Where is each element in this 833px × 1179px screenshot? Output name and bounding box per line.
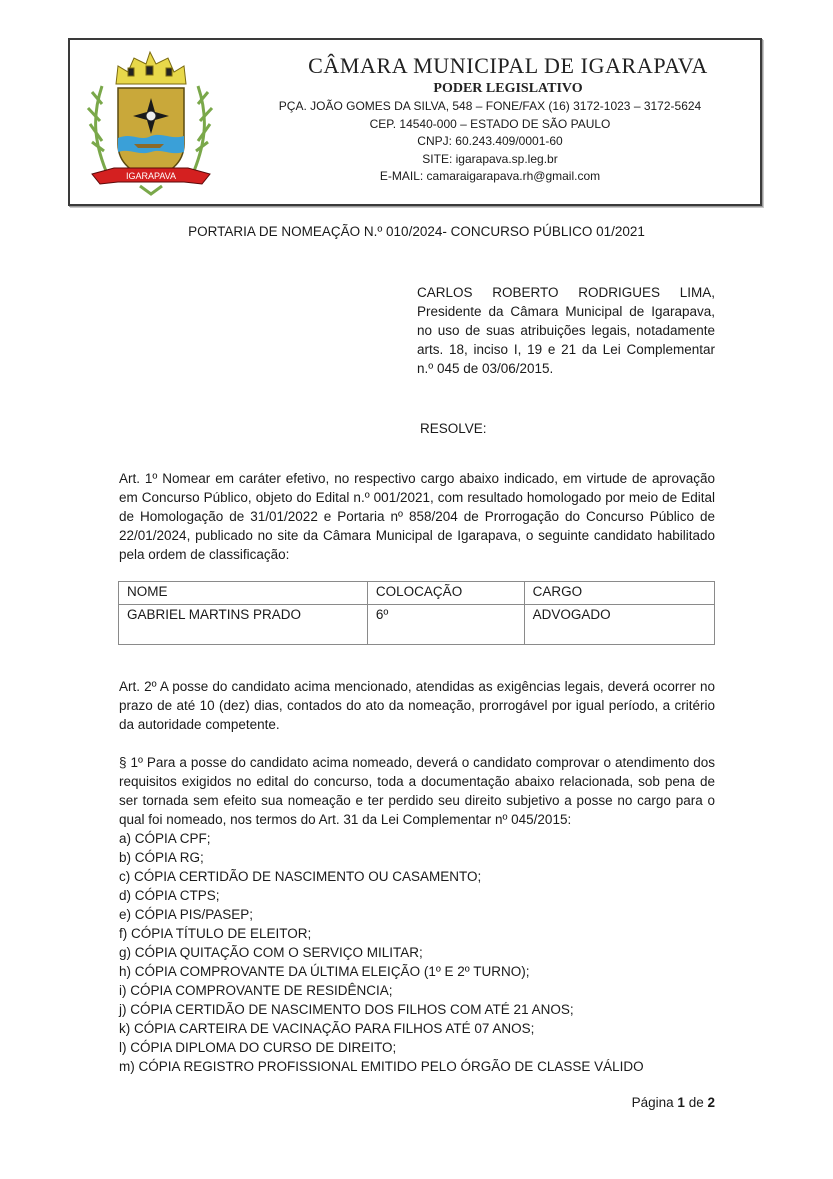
page-label: Página	[631, 1095, 674, 1110]
svg-text:IGARAPAVA: IGARAPAVA	[125, 171, 177, 181]
required-documents-list	[119, 829, 644, 1076]
coat-of-arms-icon	[84, 46, 216, 196]
cnpj-line: CNPJ: 60.243.409/0001-60	[417, 134, 563, 148]
page-number	[632, 1095, 715, 1110]
resolve-heading: RESOLVE:	[420, 421, 487, 436]
institution-subtitle: PODER LEGISLATIVO	[433, 81, 583, 96]
article-1: Art. 1º Nomear em caráter efetivo, no respectivo cargo abaixo indicado, em virtude de aprovação em Concurso Público, objeto do Edital n.º 001/2021, com resultado homologado por meio de Edital de Homologação de 31/01/2022 e Portaria nº 858/204 de Prorrogação do Concurso Público de 22/01/2024, publicado no site da Câmara Municipal de Igarapava, o seguinte candidato habilitado pela ordem de classificação:	[119, 471, 715, 562]
cep-line: CEP. 14540-000 – ESTADO DE SÃO PAULO	[369, 116, 611, 131]
institution-title: CÂMARA MUNICIPAL DE IGARAPAVA	[308, 53, 708, 78]
table-row	[119, 605, 715, 645]
page-total: 2	[707, 1095, 715, 1110]
address-line: PÇA. JOÃO GOMES DA SILVA, 548 – FONE/FAX (16) 3172-1023 – 3172-5624	[278, 99, 702, 113]
appointment-table	[118, 581, 715, 645]
list-item: f) CÓPIA TÍTULO DE ELEITOR;	[119, 926, 312, 941]
cell-name: GABRIEL MARTINS PRADO	[119, 605, 368, 645]
list-item: i) CÓPIA COMPROVANTE DE RESIDÊNCIA;	[119, 983, 393, 998]
list-item: j) CÓPIA CERTIDÃO DE NASCIMENTO DOS FILHOS COM ATÉ 21 ANOS;	[119, 1002, 574, 1017]
list-item: e) CÓPIA PIS/PASEP;	[119, 907, 254, 922]
article-2: Art. 2º A posse do candidato acima mencionado, atendidas as exigências legais, deverá ocorrer no prazo de até 10 (dez) dias, contados do ato da nomeação, prorrogável por igual período, a critério da autoridade competente.	[119, 679, 715, 732]
list-item: g) CÓPIA QUITAÇÃO COM O SERVIÇO MILITAR;	[119, 945, 423, 960]
preamble: CARLOS ROBERTO RODRIGUES LIMA, Presidente da Câmara Municipal de Igarapava, no uso de suas atribuições legais, notadamente arts. 18, inciso I, 19 e 21 da Lei Complementar n.º 045 de 03/06/2015.	[417, 285, 715, 376]
list-item: k) CÓPIA CARTEIRA DE VACINAÇÃO PARA FILHOS ATÉ 07 ANOS;	[119, 1021, 535, 1036]
column-header-position: CARGO	[524, 582, 714, 605]
column-header-name: NOME	[119, 582, 368, 605]
letterhead	[68, 38, 762, 206]
letterhead-text	[230, 52, 750, 186]
list-item: l) CÓPIA DIPLOMA DO CURSO DE DIREITO;	[119, 1040, 397, 1055]
cell-placement: 6º	[367, 605, 524, 645]
cell-position: ADVOGADO	[524, 605, 714, 645]
email-line: E-MAIL: camaraigarapava.rh@gmail.com	[379, 169, 601, 183]
list-item: d) CÓPIA CTPS;	[119, 888, 220, 903]
site-line: SITE: igarapava.sp.leg.br	[422, 151, 558, 166]
paragraph-1: § 1º Para a posse do candidato acima nomeado, deverá o candidato comprovar o atendimento dos requisitos exigidos no edital do concurso, toda a documentação abaixo relacionada, sob pena de ser tornada sem efeito sua nomeação e ter perdido seu direito subjetivo a posse no cargo para o qual foi nomeado, nos termos do Art. 31 da Lei Complementar nº 045/2015:	[119, 755, 715, 827]
list-item: h) CÓPIA COMPROVANTE DA ÚLTIMA ELEIÇÃO (1º E 2º TURNO);	[119, 964, 530, 979]
document-title: PORTARIA DE NOMEAÇÃO N.º 010/2024- CONCURSO PÚBLICO 01/2021	[188, 224, 645, 239]
list-item: c) CÓPIA CERTIDÃO DE NASCIMENTO OU CASAMENTO;	[119, 869, 482, 884]
list-item: m) CÓPIA REGISTRO PROFISSIONAL EMITIDO PELO ÓRGÃO DE CLASSE VÁLIDO	[119, 1059, 644, 1074]
list-item: a) CÓPIA CPF;	[119, 831, 211, 846]
table-header-row	[119, 582, 715, 605]
list-item: b) CÓPIA RG;	[119, 850, 204, 865]
page-of: de	[688, 1095, 704, 1110]
page-current: 1	[677, 1095, 685, 1110]
column-header-placement: COLOCAÇÃO	[367, 582, 524, 605]
